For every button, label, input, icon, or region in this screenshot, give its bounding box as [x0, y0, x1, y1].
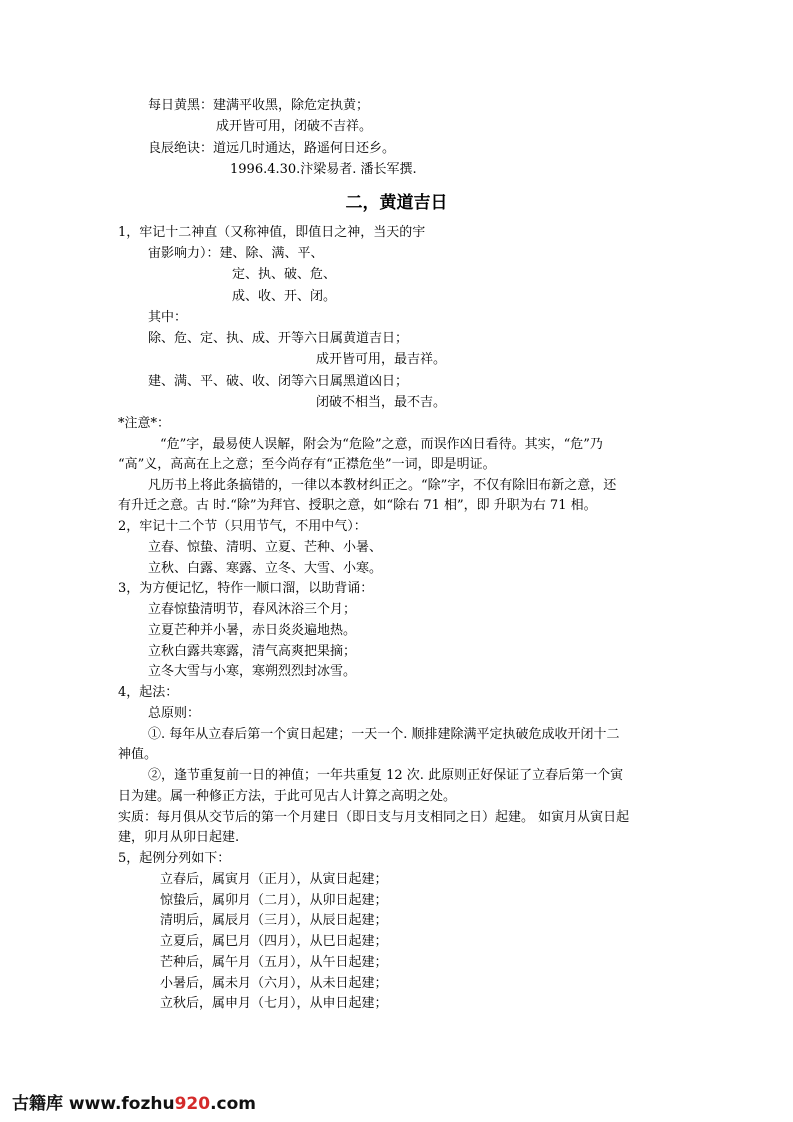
body-line: 定、执、破、危、: [232, 267, 337, 282]
body-line: “危”字，最易使人误解，附会为“危险”之意，而误作凶日看待。其实，“危”乃: [160, 437, 603, 452]
footer-site-name: 古籍库: [12, 1094, 63, 1114]
body-line: 实质：每月俱从交节后的第一个月建日（即日支与月支相同之日）起建。 如寅月从寅日起: [118, 810, 630, 825]
body-line: ①. 每年从立春后第一个寅日起建；一天一个. 顺排建除满平定执破危成收开闭十二: [148, 727, 620, 742]
body-line: 成、收、开、闭。: [232, 289, 337, 304]
body-line: 2，牢记十二个节（只用节气，不用中气）：: [118, 519, 367, 534]
body-line: ②，逢节重复前一日的神值；一年共重复 12 次. 此原则正好保证了立春后第一个寅: [148, 768, 624, 783]
body-line: 立春后，属寅月（正月），从寅日起建；: [160, 872, 388, 887]
footer-url-prefix: www.fozhu: [68, 1094, 175, 1114]
section-title: 二，黄道吉日: [345, 193, 448, 213]
body-line: *注意*：: [118, 416, 171, 431]
body-line: 宙影响力）：建、除、满、平、: [148, 246, 324, 261]
body-line: 除、危、定、执、成、开等六日属黄道吉日；: [148, 331, 409, 346]
body-line: 4，起法：: [118, 685, 179, 700]
intro-signature: 1996.4.30.汴梁易者. 潘长军撰.: [230, 162, 417, 177]
body-line: 立夏后，属巳月（四月），从巳日起建；: [160, 934, 388, 949]
body-line: 立春、惊蛰、清明、立夏、芒种、小暑、: [148, 540, 383, 555]
body-line: 立秋后，属申月（七月），从申日起建；: [160, 996, 388, 1011]
body-line: 总原则：: [148, 706, 201, 721]
body-line: 神值。: [118, 747, 158, 762]
body-line: 5，起例分列如下：: [118, 851, 231, 866]
body-line: 芒种后，属午月（五月），从午日起建；: [160, 955, 388, 970]
body-line: 凡历书上将此条搞错的，一律以本教材纠正之。“除”字，不仅有除旧布新之意，还: [148, 478, 617, 493]
body-line: 有升迁之意。古 时.“除”为拜官、授职之意，如“除右 71 相”，即 升职为右 71 相。: [118, 498, 597, 513]
body-line: 立夏芒种并小暑，赤日炎炎遍地热。: [148, 623, 357, 638]
footer-watermark: [12, 1089, 256, 1114]
footer-url-suffix: .com: [210, 1094, 257, 1114]
body-line: 1，牢记十二神直（又称神值，即值日之神，当天的宇: [118, 225, 426, 240]
body-line: 立秋、白露、寒露、立冬、大雪、小寒。: [148, 561, 383, 576]
intro-line-1: 每日黄黑：建满平收黑，除危定执黄；: [148, 98, 370, 113]
body-line: 立冬大雪与小寒，寒朔烈烈封冰雪。: [148, 664, 357, 679]
body-line: 惊蛰后，属卯月（二月），从卯日起建；: [160, 893, 388, 908]
body-line: 日为建。属一种修正方法，于此可见古人计算之高明之处。: [118, 789, 457, 804]
body-line: 立秋白露共寒露，清气高爽把果摘；: [148, 644, 357, 659]
body-line: “高”义，高高在上之意；至今尚存有“正襟危坐”一词，即是明证。: [118, 457, 496, 472]
body-line: 立春惊蛰清明节，春风沐浴三个月；: [148, 602, 357, 617]
body-line: 建，卯月从卯日起建.: [118, 830, 240, 845]
body-line: 闭破不相当，最不吉。: [316, 395, 447, 410]
body-line: 3，为方便记忆，特作一顺口溜，以助背诵：: [118, 581, 374, 596]
body-line: 清明后，属辰月（三月），从辰日起建；: [160, 913, 388, 928]
intro-line-3: 良辰绝诀：道远几时通达，路遥何日还乡。: [148, 141, 396, 156]
body-line: 其中：: [148, 310, 188, 325]
body-line: 建、满、平、破、收、闭等六日属黑道凶日；: [148, 374, 409, 389]
body-line: 成开皆可用，最吉祥。: [316, 352, 447, 367]
intro-line-2: 成开皆可用，闭破不吉祥。: [216, 119, 373, 134]
footer-url-number: 920: [174, 1094, 211, 1114]
body-line: 小暑后，属未月（六月），从未日起建；: [160, 976, 388, 991]
